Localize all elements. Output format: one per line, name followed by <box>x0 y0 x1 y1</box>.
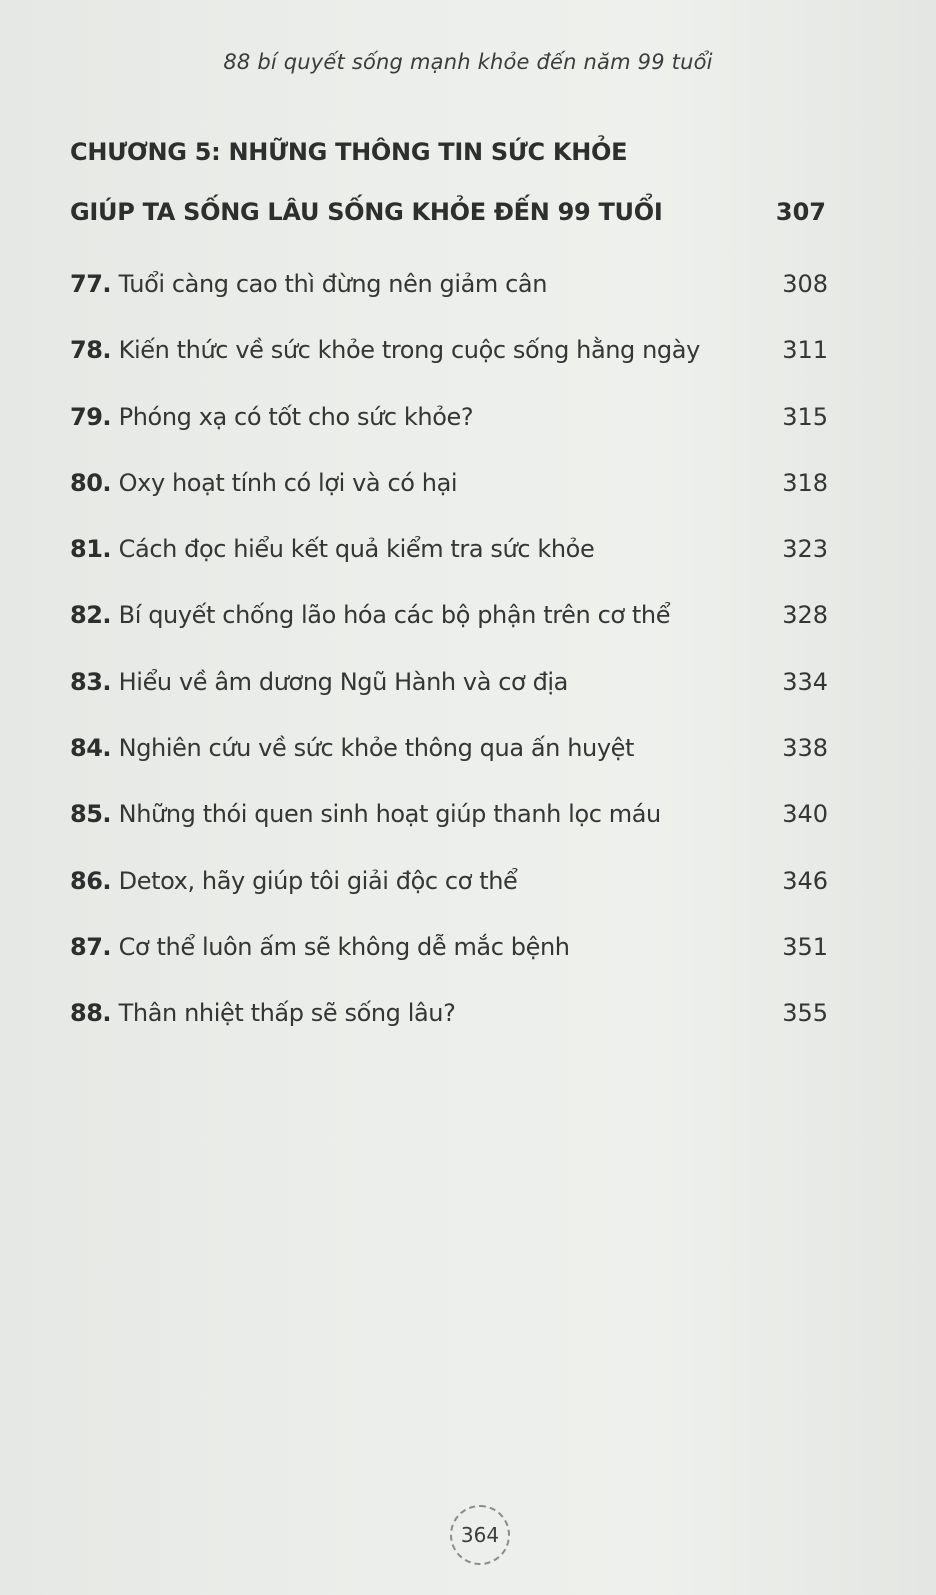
toc-entry-page: 328 <box>782 601 828 630</box>
toc-entry-number: 85. <box>70 800 112 829</box>
toc-entry-number: 77. <box>70 270 112 298</box>
toc-entry <box>70 533 828 599</box>
toc-entry-title: Detox, hãy giúp tôi giải độc cơ thể <box>118 866 518 895</box>
toc-entry <box>70 798 828 864</box>
toc-entry-page: 315 <box>782 402 828 431</box>
toc-entry-title: Nghiên cứu về sức khỏe thông qua ấn huyệt <box>118 734 635 763</box>
toc-entry <box>70 401 828 467</box>
toc-entry-number: 88. <box>70 999 112 1028</box>
toc-entry-title: Những thói quen sinh hoạt giúp thanh lọc máu <box>118 800 661 829</box>
toc-entry-page: 323 <box>782 535 828 564</box>
toc-entry-page: 355 <box>782 999 828 1028</box>
toc-entry-title: Hiểu về âm dương Ngũ Hành và cơ địa <box>118 667 568 696</box>
toc-entry <box>70 865 828 931</box>
toc-entry-page: 340 <box>782 800 828 829</box>
toc-entry-number: 81. <box>70 535 112 564</box>
toc-entry-number: 78. <box>70 336 112 365</box>
toc-entry <box>70 467 828 533</box>
toc-entry <box>70 732 828 798</box>
toc-list <box>70 268 828 1064</box>
toc-entry-page: 308 <box>782 270 828 298</box>
toc-entry-number: 87. <box>70 932 112 961</box>
toc-entry <box>70 268 828 334</box>
toc-entry-number: 83. <box>70 667 112 696</box>
chapter-title-line-1: CHƯƠNG 5: NHỮNG THÔNG TIN SỨC KHỎE <box>70 138 628 166</box>
chapter-page-number: 307 <box>775 198 826 226</box>
toc-entry-title: Tuổi càng cao thì đừng nên giảm cân <box>118 270 548 298</box>
toc-entry-title: Oxy hoạt tính có lợi và có hại <box>118 468 458 497</box>
toc-entry <box>70 997 828 1063</box>
toc-entry-number: 80. <box>70 468 112 497</box>
toc-entry-title: Bí quyết chống lão hóa các bộ phận trên cơ thể <box>118 601 671 630</box>
toc-entry-page: 318 <box>782 468 828 497</box>
toc-entry-title: Kiến thức về sức khỏe trong cuộc sống hằng ngày <box>118 336 700 365</box>
toc-entry <box>70 931 828 997</box>
page-number-badge: 364 <box>450 1505 510 1565</box>
toc-entry-number: 79. <box>70 402 112 431</box>
toc-entry <box>70 334 828 400</box>
toc-entry-page: 311 <box>782 336 828 365</box>
toc-entry-page: 334 <box>782 667 828 696</box>
toc-entry-number: 86. <box>70 866 112 895</box>
toc-entry <box>70 599 828 665</box>
toc-entry-title: Phóng xạ có tốt cho sức khỏe? <box>118 402 474 431</box>
chapter-title-line-2: GIÚP TA SỐNG LÂU SỐNG KHỎE ĐẾN 99 TUỔI <box>70 198 663 226</box>
toc-entry-page: 351 <box>782 932 828 961</box>
running-header: 88 bí quyết sống mạnh khỏe đến năm 99 tuổi <box>223 50 713 74</box>
toc-entry <box>70 666 828 732</box>
toc-entry-title: Thân nhiệt thấp sẽ sống lâu? <box>118 999 456 1028</box>
toc-entry-title: Cách đọc hiểu kết quả kiểm tra sức khỏe <box>118 535 595 564</box>
toc-entry-number: 84. <box>70 734 112 763</box>
toc-entry-number: 82. <box>70 601 112 630</box>
toc-entry-page: 346 <box>782 866 828 895</box>
toc-entry-page: 338 <box>782 734 828 763</box>
toc-entry-title: Cơ thể luôn ấm sẽ không dễ mắc bệnh <box>118 932 570 961</box>
